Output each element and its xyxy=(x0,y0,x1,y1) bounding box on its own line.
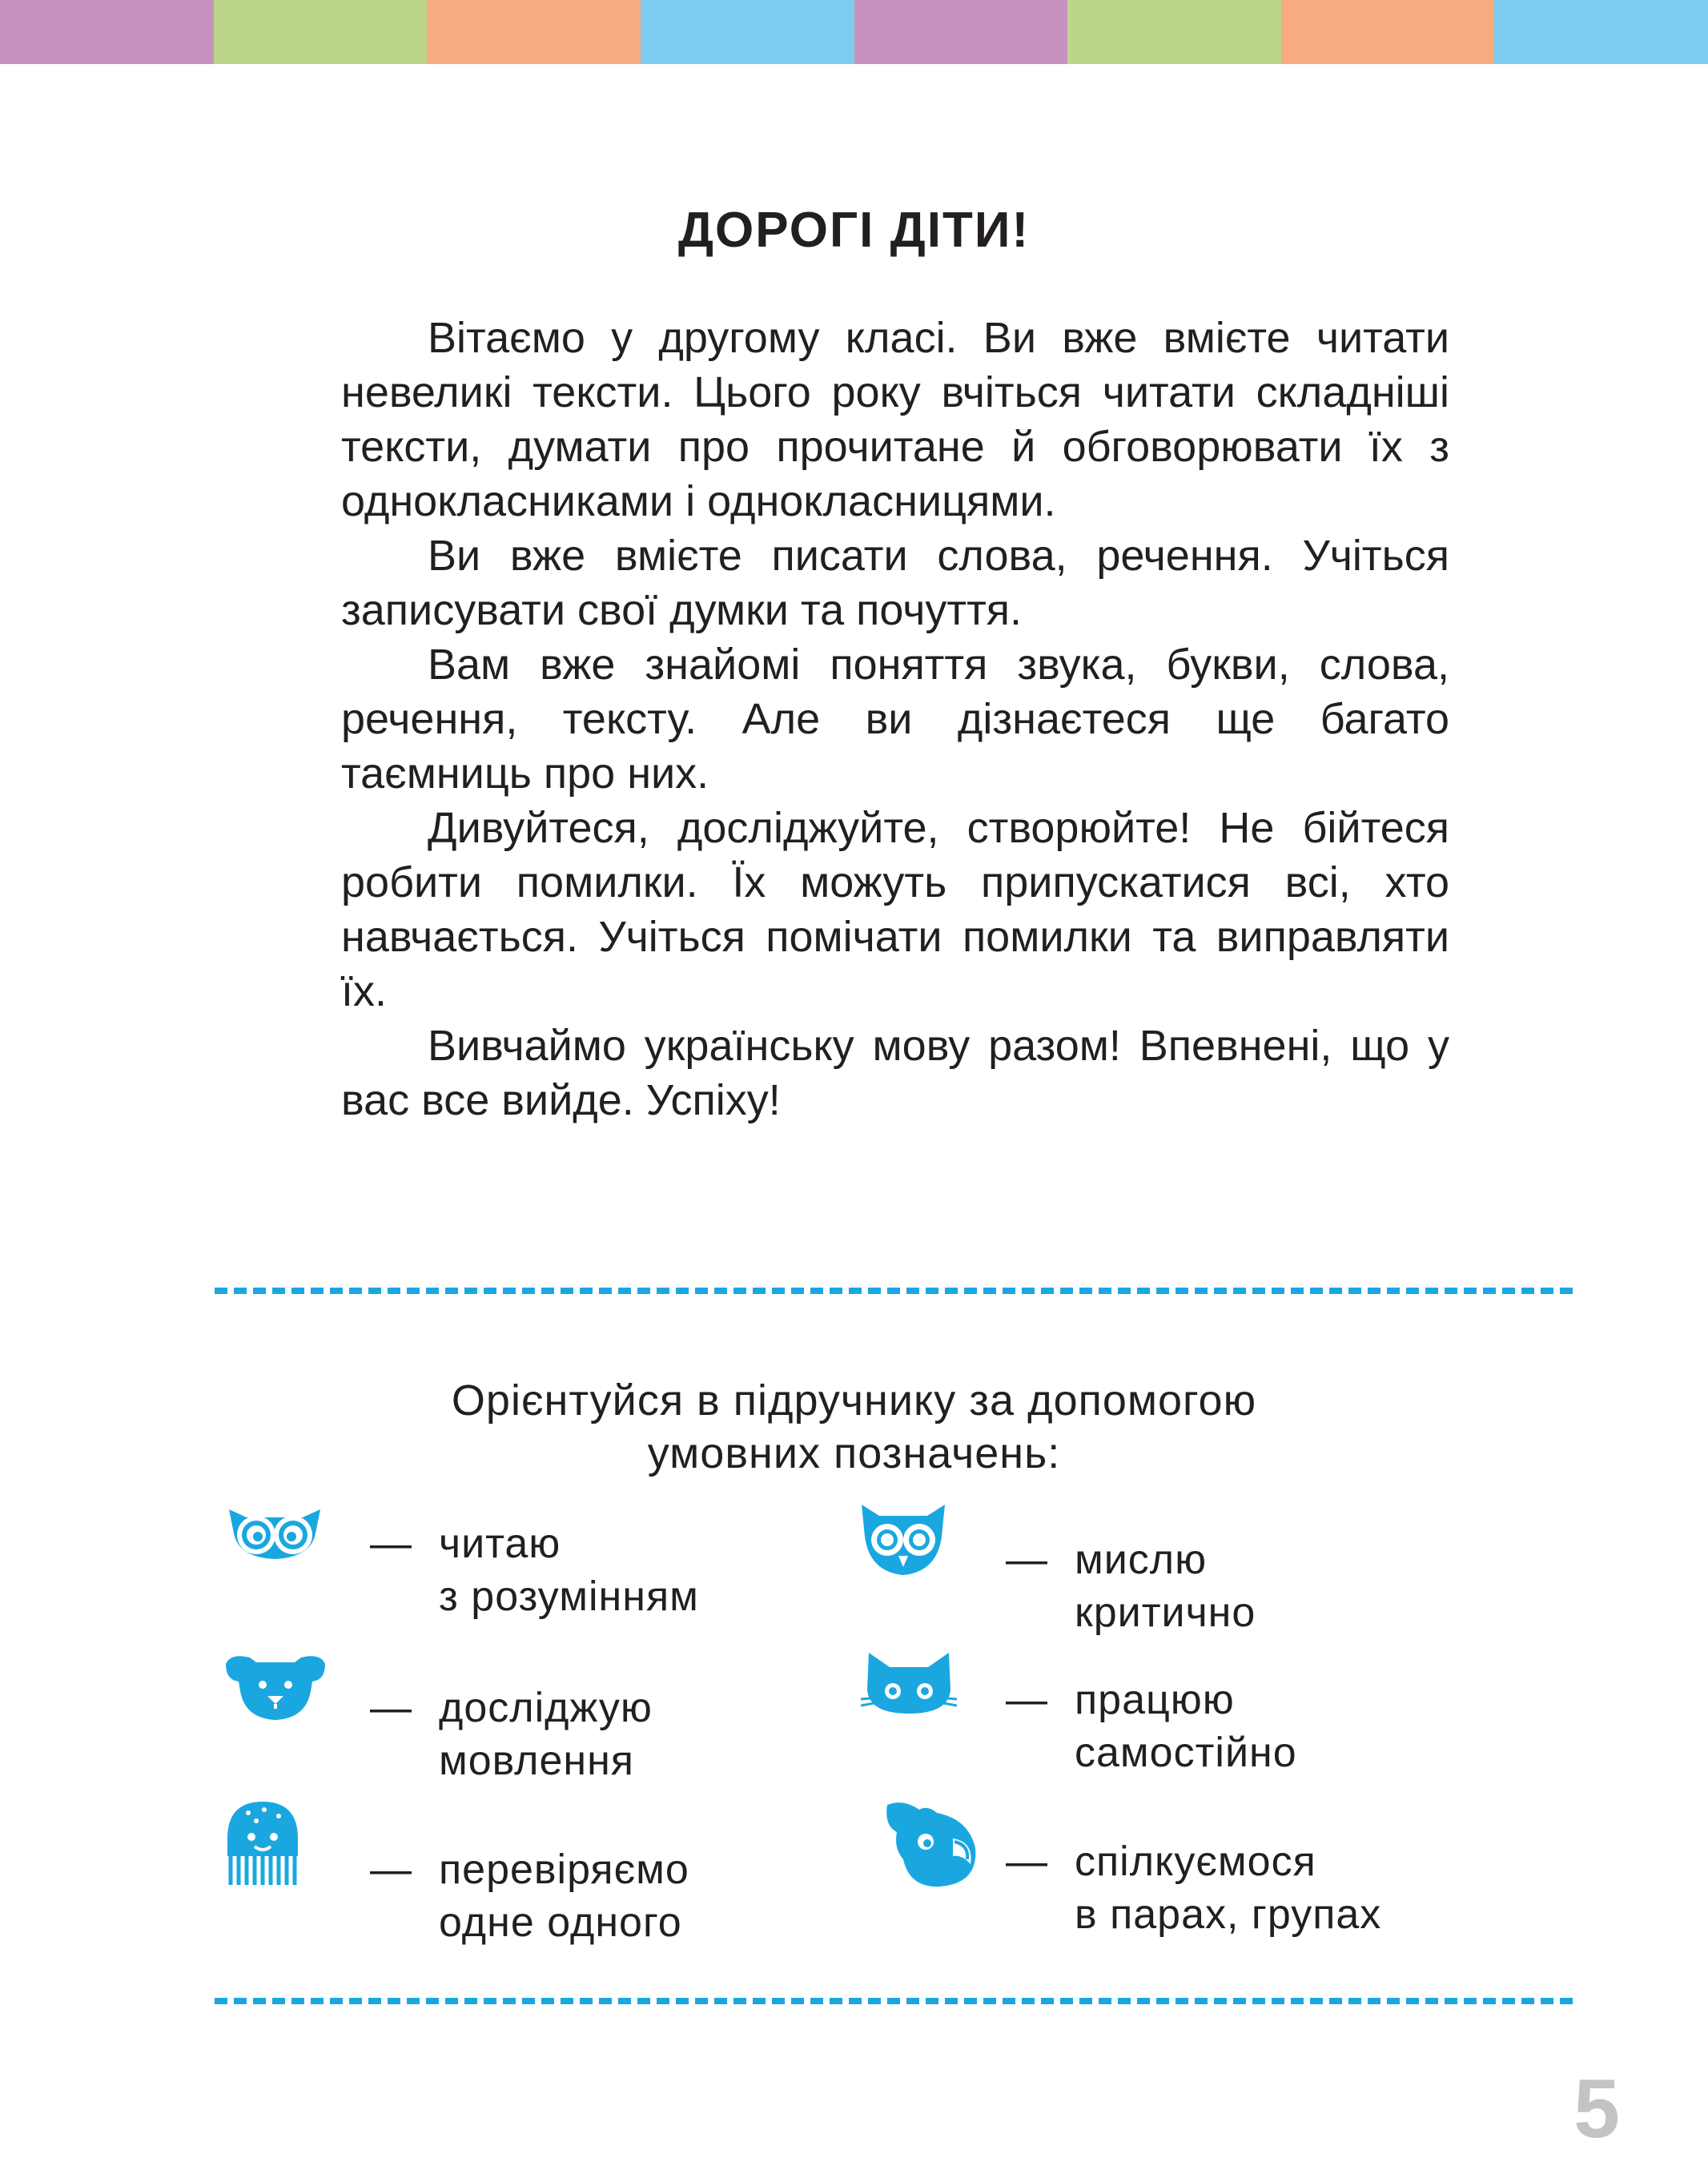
legend-label-line: критично xyxy=(1075,1589,1256,1636)
owl-glasses-icon xyxy=(223,1501,327,1565)
legend-label-line: досліджую xyxy=(439,1685,653,1731)
stripe-segment xyxy=(641,0,854,64)
legend-intro-line: Орієнтуйся в підручнику за допомогою xyxy=(451,1376,1257,1425)
stripe-segment xyxy=(1067,0,1281,64)
legend-label-line: одне одного xyxy=(439,1899,682,1946)
legend-dash: — xyxy=(1006,1838,1047,1885)
legend-label-line: з розумінням xyxy=(439,1573,699,1620)
legend-label-line: мовлення xyxy=(439,1738,634,1784)
legend-label-line: спілкуємося xyxy=(1075,1838,1316,1885)
legend-label-line: самостійно xyxy=(1075,1730,1297,1776)
octopus-icon xyxy=(224,1800,301,1887)
legend-intro xyxy=(0,1374,1708,1480)
cat-icon xyxy=(861,1650,957,1717)
legend-label-line: працюю xyxy=(1075,1677,1235,1723)
paragraph: Дивуйтеся, досліджуйте, створюйте! Не бійтеся робити помилки. Їх можуть припускатися всі, хто навчається. Учіться помічати помилки та виправляти їх. xyxy=(341,804,1449,1015)
stripe-segment xyxy=(854,0,1068,64)
owl-icon xyxy=(858,1501,948,1578)
page-number: 5 xyxy=(1573,2063,1620,2156)
legend-dash: — xyxy=(370,1685,412,1731)
legend-intro-line: умовних позначень: xyxy=(647,1429,1061,1477)
legend-label-line: в парах, групах xyxy=(1075,1891,1382,1938)
paragraph: Ви вже вмієте писати слова, речення. Учіться записувати свої думки та почуття. xyxy=(341,532,1449,634)
legend-label xyxy=(1075,1835,1381,1941)
legend-label xyxy=(439,1517,699,1623)
legend-dash: — xyxy=(370,1846,412,1893)
legend-dash: — xyxy=(1006,1537,1047,1583)
stripe-segment xyxy=(427,0,641,64)
legend-dash: — xyxy=(1006,1677,1047,1723)
legend-dash: — xyxy=(370,1521,412,1567)
legend-label xyxy=(439,1682,653,1787)
stripe-segment xyxy=(1281,0,1495,64)
stripe-segment xyxy=(1494,0,1708,64)
color-stripe-bar xyxy=(0,0,1708,64)
top-divider xyxy=(215,1288,1573,1294)
paragraph: Вам вже знайомі поняття звука, букви, слова, речення, тексту. Але ви дізнаєтеся ще багато таємниць про них. xyxy=(341,641,1449,798)
dog-icon xyxy=(223,1650,328,1723)
intro-letter xyxy=(341,311,1449,1127)
legend-label xyxy=(1075,1533,1256,1639)
legend-label-line: мислю xyxy=(1075,1537,1208,1583)
stripe-segment xyxy=(214,0,428,64)
parrot-icon xyxy=(879,1800,979,1888)
legend-label-line: читаю xyxy=(439,1521,561,1567)
stripe-segment xyxy=(0,0,214,64)
legend-label-line: перевіряємо xyxy=(439,1846,689,1893)
bottom-divider xyxy=(215,1998,1573,2004)
legend-label xyxy=(1075,1674,1297,1779)
legend-label xyxy=(439,1843,689,1949)
paragraph: Вивчаймо українську мову разом! Впевнені, що у вас все вийде. Успіху! xyxy=(341,1022,1449,1124)
paragraph: Вітаємо у другому класі. Ви вже вмієте читати невеликі тексти. Цього року вчіться читати складніші тексти, думати про прочитане й обговорювати їх з однокласниками і однокласницями. xyxy=(341,314,1449,525)
page-title: ДОРОГІ ДІТИ! xyxy=(677,203,1031,258)
